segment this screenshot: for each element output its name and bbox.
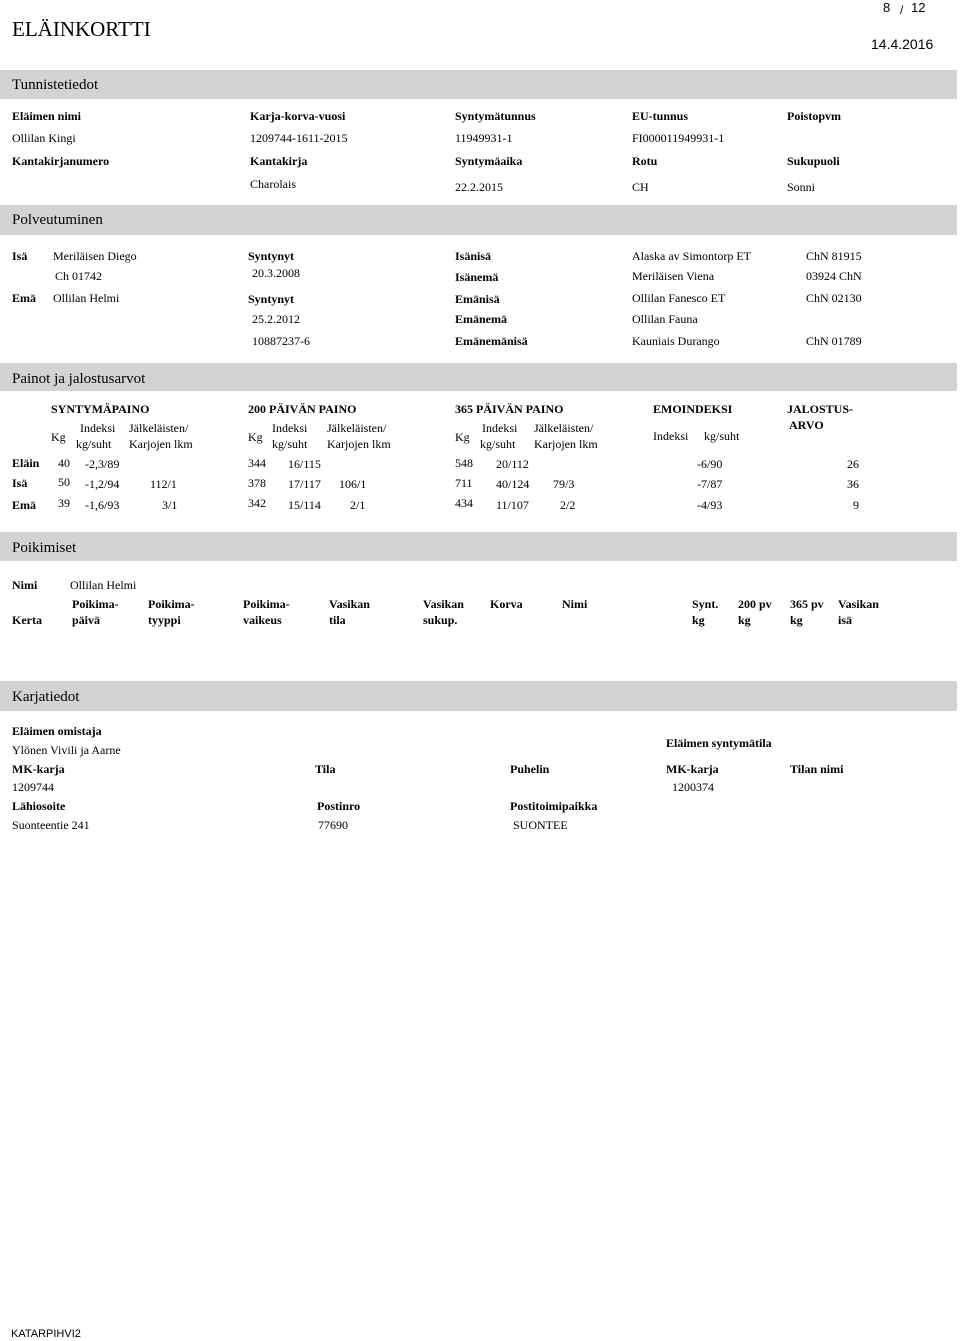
col-200pv: 200 pv bbox=[738, 597, 772, 611]
label-isa-syntynyt: Syntynyt bbox=[248, 249, 295, 263]
cell: 36 bbox=[847, 477, 859, 491]
section-title: Poikimiset bbox=[12, 540, 77, 556]
col-vasikan-sukup-2: sukup. bbox=[423, 613, 458, 627]
section-poikimiset bbox=[0, 532, 957, 561]
cell: 344 bbox=[248, 456, 266, 470]
footer-code: KATARPIHVI2 bbox=[11, 1328, 81, 1340]
col-kerta: Kerta bbox=[12, 613, 42, 627]
section-title: Tunnistetiedot bbox=[12, 77, 99, 93]
value-syntymaaika: 22.2.2015 bbox=[455, 180, 503, 194]
row-label-elain: Eläin bbox=[12, 456, 40, 470]
cell: -1,6/93 bbox=[85, 498, 120, 512]
label-kantakirjanumero: Kantakirjanumero bbox=[12, 154, 110, 168]
section-title: Polveutuminen bbox=[12, 212, 103, 228]
label-ema-syntynyt: Syntynyt bbox=[248, 292, 295, 306]
label-tila: Tila bbox=[315, 762, 336, 776]
col-jalkelaisten: Jälkeläisten/ bbox=[129, 421, 189, 435]
col-jalkelaisten: Jälkeläisten/ bbox=[534, 421, 594, 435]
label-postitoimipaikka: Postitoimipaikka bbox=[510, 799, 598, 813]
group-emoindeksi: EMOINDEKSI bbox=[653, 402, 733, 416]
col-kgsuht: kg/suht bbox=[704, 429, 740, 443]
col-poikimatyyppi-2: tyyppi bbox=[148, 613, 181, 627]
value-omistaja: Ylönen Vivili ja Aarne bbox=[12, 743, 121, 757]
col-jalkelaisten: Jälkeläisten/ bbox=[327, 421, 387, 435]
cell: -7/87 bbox=[697, 477, 723, 491]
cell: 106/1 bbox=[339, 477, 367, 491]
col-kgsuht: kg/suht bbox=[480, 437, 516, 451]
label-puhelin: Puhelin bbox=[510, 762, 550, 776]
label-tilan-nimi: Tilan nimi bbox=[790, 762, 844, 776]
row-label-isa: Isä bbox=[12, 476, 28, 490]
label-isanisa: Isänisä bbox=[455, 249, 492, 263]
col-vasikan-isa-2: isä bbox=[838, 613, 853, 627]
value-syntymatunnus: 11949931-1 bbox=[455, 131, 513, 145]
cell: 50 bbox=[58, 475, 70, 489]
col-365pv-2: kg bbox=[790, 613, 803, 627]
emanemanisa-reg: ChN 01789 bbox=[806, 334, 862, 348]
page-title: ELÄINKORTTI bbox=[12, 17, 151, 41]
isa-reg: Ch 01742 bbox=[55, 269, 103, 283]
label-emanemanisa: Emänemänisä bbox=[455, 334, 528, 348]
value-eu-tunnus: FI000011949931-1 bbox=[632, 131, 725, 145]
page-separator: / bbox=[900, 3, 904, 17]
emanisa-reg: ChN 02130 bbox=[806, 291, 862, 305]
value-elaimen-nimi: Ollilan Kingi bbox=[12, 131, 76, 145]
cell: 112/1 bbox=[150, 477, 177, 491]
cell: -2,3/89 bbox=[85, 457, 120, 471]
label-isa: Isä bbox=[12, 249, 28, 263]
print-date: 14.4.2016 bbox=[871, 36, 934, 52]
label-karja-korva-vuosi: Karja-korva-vuosi bbox=[250, 109, 346, 123]
isa-born: 20.3.2008 bbox=[252, 266, 300, 280]
label-kantakirja: Kantakirja bbox=[250, 154, 308, 168]
label-omistaja: Eläimen omistaja bbox=[12, 724, 102, 738]
section-karjatiedot bbox=[0, 681, 957, 711]
label-syntymatila: Eläimen syntymätila bbox=[666, 736, 772, 750]
row-label-ema: Emä bbox=[12, 498, 36, 512]
col-karjojen: Karjojen lkm bbox=[129, 437, 193, 451]
section-tunnistetiedot bbox=[0, 70, 957, 99]
col-poikimapaiva-2: päivä bbox=[72, 613, 101, 627]
col-indeksi: Indeksi bbox=[80, 421, 116, 435]
cell: 15/114 bbox=[288, 498, 321, 512]
cell: -4/93 bbox=[697, 498, 723, 512]
label-postinro: Postinro bbox=[317, 799, 361, 813]
value-postitoimipaikka: SUONTEE bbox=[513, 818, 568, 832]
col-vasikan-sukup: Vasikan bbox=[423, 597, 464, 611]
col-synt-2: kg bbox=[692, 613, 705, 627]
isanema-reg: 03924 ChN bbox=[806, 269, 862, 283]
label-mk-karja-2: MK-karja bbox=[666, 762, 719, 776]
cell: 40 bbox=[58, 456, 70, 470]
col-365pv: 365 pv bbox=[790, 597, 824, 611]
label-sukupuoli: Sukupuoli bbox=[787, 154, 840, 168]
isanema-name: Meriläisen Viena bbox=[632, 269, 715, 283]
value-sukupuoli: Sonni bbox=[787, 180, 816, 194]
cell: 39 bbox=[58, 496, 70, 510]
label-mk-karja: MK-karja bbox=[12, 762, 65, 776]
col-indeksi: Indeksi bbox=[272, 421, 308, 435]
col-vasikan-tila-2: tila bbox=[329, 613, 346, 627]
cell: 17/117 bbox=[288, 477, 321, 491]
group-200-paivan-paino: 200 PÄIVÄN PAINO bbox=[248, 402, 357, 416]
col-nimi: Nimi bbox=[562, 597, 588, 611]
cell: 26 bbox=[847, 457, 859, 471]
col-synt: Synt. bbox=[692, 597, 719, 611]
group-jalostusarvo: JALOSTUS- bbox=[787, 402, 854, 416]
cell: 2/1 bbox=[350, 498, 366, 512]
cell: 342 bbox=[248, 496, 266, 510]
col-kgsuht: kg/suht bbox=[76, 437, 112, 451]
section-polveutuminen bbox=[0, 205, 957, 235]
ema-id: 10887237-6 bbox=[252, 334, 310, 348]
cell: 9 bbox=[853, 498, 859, 512]
cell: -6/90 bbox=[697, 457, 723, 471]
group-syntymapaino: SYNTYMÄPAINO bbox=[51, 402, 150, 416]
cell: 40/124 bbox=[496, 477, 530, 491]
section-painot bbox=[0, 363, 957, 391]
group-365-paivan-paino: 365 PÄIVÄN PAINO bbox=[455, 402, 564, 416]
ema-name: Ollilan Helmi bbox=[53, 291, 120, 305]
col-poikimavaikeus: Poikima- bbox=[243, 597, 290, 611]
col-poikimavaikeus-2: vaikeus bbox=[243, 613, 282, 627]
section-title: Painot ja jalostusarvot bbox=[12, 371, 146, 387]
cell: -1,2/94 bbox=[85, 477, 120, 491]
label-lahiosoite: Lähiosoite bbox=[12, 799, 66, 813]
col-indeksi: Indeksi bbox=[653, 429, 689, 443]
ema-born: 25.2.2012 bbox=[252, 312, 300, 326]
emanisa-name: Ollilan Fanesco ET bbox=[632, 291, 726, 305]
emanemanisa-name: Kauniais Durango bbox=[632, 334, 720, 348]
value-kantakirja: Charolais bbox=[250, 177, 296, 191]
label-syntymatunnus: Syntymätunnus bbox=[455, 109, 536, 123]
col-vasikan-isa: Vasikan bbox=[838, 597, 879, 611]
value-nimi: Ollilan Helmi bbox=[70, 578, 137, 592]
col-karjojen: Karjojen lkm bbox=[534, 437, 598, 451]
label-ema: Emä bbox=[12, 291, 36, 305]
label-emanisa: Emänisä bbox=[455, 292, 500, 306]
value-mk-karja-2: 1200374 bbox=[672, 780, 714, 794]
value-rotu: CH bbox=[632, 180, 649, 194]
label-nimi: Nimi bbox=[12, 578, 38, 592]
cell: 3/1 bbox=[162, 498, 178, 512]
col-karjojen: Karjojen lkm bbox=[327, 437, 391, 451]
cell: 20/112 bbox=[496, 457, 529, 471]
label-elaimen-nimi: Eläimen nimi bbox=[12, 109, 82, 123]
cell: 378 bbox=[248, 476, 266, 490]
page-number: 8 bbox=[883, 0, 891, 15]
col-indeksi: Indeksi bbox=[482, 421, 518, 435]
isanisa-name: Alaska av Simontorp ET bbox=[632, 249, 751, 263]
cell: 711 bbox=[455, 476, 473, 490]
col-kg: Kg bbox=[455, 430, 470, 444]
label-isanema: Isänemä bbox=[455, 270, 499, 284]
cell: 434 bbox=[455, 496, 473, 510]
label-eu-tunnus: EU-tunnus bbox=[632, 109, 689, 123]
cell: 2/2 bbox=[560, 498, 576, 512]
cell: 548 bbox=[455, 456, 473, 470]
col-poikimatyyppi: Poikima- bbox=[148, 597, 195, 611]
col-200pv-2: kg bbox=[738, 613, 751, 627]
cell: 16/115 bbox=[288, 457, 321, 471]
label-syntymaaika: Syntymäaika bbox=[455, 154, 523, 168]
isanisa-reg: ChN 81915 bbox=[806, 249, 862, 263]
col-poikimapaiva: Poikima- bbox=[72, 597, 119, 611]
label-emanema: Emänemä bbox=[455, 312, 507, 326]
cell: 11/107 bbox=[496, 498, 529, 512]
label-rotu: Rotu bbox=[632, 154, 658, 168]
value-mk-karja: 1209744 bbox=[12, 780, 54, 794]
value-postinro: 77690 bbox=[318, 818, 348, 832]
group-jalostusarvo-2: ARVO bbox=[789, 418, 824, 432]
col-korva: Korva bbox=[490, 597, 523, 611]
col-kg: Kg bbox=[51, 430, 66, 444]
section-title: Karjatiedot bbox=[12, 689, 80, 705]
cell: 79/3 bbox=[553, 477, 575, 491]
emanema-name: Ollilan Fauna bbox=[632, 312, 698, 326]
col-kg: Kg bbox=[248, 430, 263, 444]
value-karja-korva-vuosi: 1209744-1611-2015 bbox=[250, 131, 348, 145]
isa-name: Meriläisen Diego bbox=[53, 249, 137, 263]
col-vasikan-tila: Vasikan bbox=[329, 597, 370, 611]
col-kgsuht: kg/suht bbox=[272, 437, 308, 451]
label-poistopvm: Poistopvm bbox=[787, 109, 841, 123]
value-lahiosoite: Suonteentie 241 bbox=[12, 818, 90, 832]
page-count: 12 bbox=[911, 0, 926, 15]
